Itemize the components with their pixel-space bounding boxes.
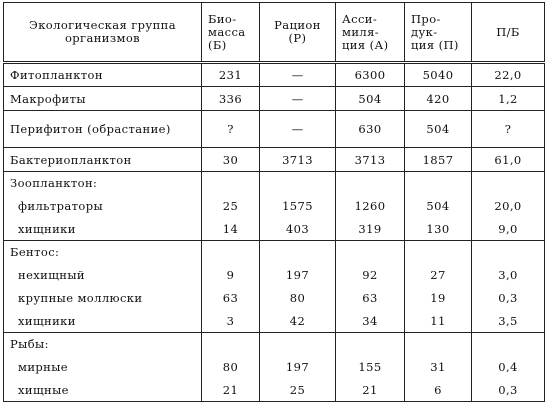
cell-ration: 403 [260,218,336,241]
cell-ration: 25 [260,379,336,402]
cell-biomass: ? [202,111,260,148]
row-name: Фитопланктон [4,63,202,87]
table-row [4,218,545,241]
cell-biomass: 80 [202,356,260,379]
cell-pb: 0,3 [472,287,545,310]
cell-assimilation: 6300 [336,63,405,87]
cell-assimilation: 1260 [336,195,405,218]
cell-production: 6 [405,379,472,402]
table-row [4,87,545,111]
cell-assimilation: 504 [336,87,405,111]
cell-biomass: 231 [202,63,260,87]
cell-pb: 0,4 [472,356,545,379]
ecological-groups-table [3,2,545,402]
header-ration: Рацион (Р) [260,3,336,63]
cell-pb: ? [472,111,545,148]
cell-production: 130 [405,218,472,241]
cell-production: 504 [405,195,472,218]
cell-assimilation: 63 [336,287,405,310]
cell-ration: 42 [260,310,336,333]
cell-biomass: 30 [202,148,260,172]
cell-assimilation: 319 [336,218,405,241]
table-row [4,287,545,310]
cell-biomass: 14 [202,218,260,241]
group-title-row [4,241,545,264]
table-row [4,310,545,333]
cell-assimilation: 21 [336,379,405,402]
cell-pb: 1,2 [472,87,545,111]
table-row [4,356,545,379]
table-row [4,148,545,172]
cell-ration: — [260,87,336,111]
cell-pb: 3,5 [472,310,545,333]
cell-biomass: 63 [202,287,260,310]
cell-pb: 22,0 [472,63,545,87]
cell-ration: 1575 [260,195,336,218]
row-name: Бактериопланктон [4,148,202,172]
cell-pb: 20,0 [472,195,545,218]
table-row [4,379,545,402]
cell-ration: 197 [260,356,336,379]
header-production: Про- дук- ция (П) [405,3,472,63]
row-name: фильтраторы [4,195,202,218]
row-name: Перифитон (обрастание) [4,111,202,148]
cell-production: 1857 [405,148,472,172]
table-row [4,264,545,287]
cell-production: 19 [405,287,472,310]
header-assimilation: Асси- миля- ция (А) [336,3,405,63]
cell-pb: 0,3 [472,379,545,402]
cell-biomass: 25 [202,195,260,218]
cell-biomass: 21 [202,379,260,402]
cell-assimilation: 92 [336,264,405,287]
cell-production: 31 [405,356,472,379]
cell-assimilation: 34 [336,310,405,333]
header-group: Экологическая группа организмов [4,3,202,63]
row-name: хищники [4,310,202,333]
group-title: Рыбы: [4,333,202,356]
cell-assimilation: 630 [336,111,405,148]
table-row [4,111,545,148]
table-header-row [4,3,545,63]
table-row [4,195,545,218]
cell-production: 11 [405,310,472,333]
group-title: Бентос: [4,241,202,264]
cell-production: 5040 [405,63,472,87]
table-row [4,63,545,87]
cell-ration: 197 [260,264,336,287]
cell-pb: 61,0 [472,148,545,172]
cell-production: 504 [405,111,472,148]
row-name: нехищный [4,264,202,287]
cell-ration: — [260,63,336,87]
group-title-row [4,172,545,195]
cell-production: 420 [405,87,472,111]
cell-ration: — [260,111,336,148]
cell-ration: 3713 [260,148,336,172]
header-biomass: Био- масса (Б) [202,3,260,63]
cell-pb: 9,0 [472,218,545,241]
group-title-row [4,333,545,356]
cell-ration: 80 [260,287,336,310]
group-title: Зоопланктон: [4,172,202,195]
header-pb-ratio: П/Б [472,3,545,63]
row-name: хищные [4,379,202,402]
row-name: мирные [4,356,202,379]
cell-production: 27 [405,264,472,287]
cell-assimilation: 155 [336,356,405,379]
cell-biomass: 3 [202,310,260,333]
cell-biomass: 336 [202,87,260,111]
cell-pb: 3,0 [472,264,545,287]
row-name: хищники [4,218,202,241]
row-name: Макрофиты [4,87,202,111]
cell-assimilation: 3713 [336,148,405,172]
row-name: крупные моллюски [4,287,202,310]
cell-biomass: 9 [202,264,260,287]
